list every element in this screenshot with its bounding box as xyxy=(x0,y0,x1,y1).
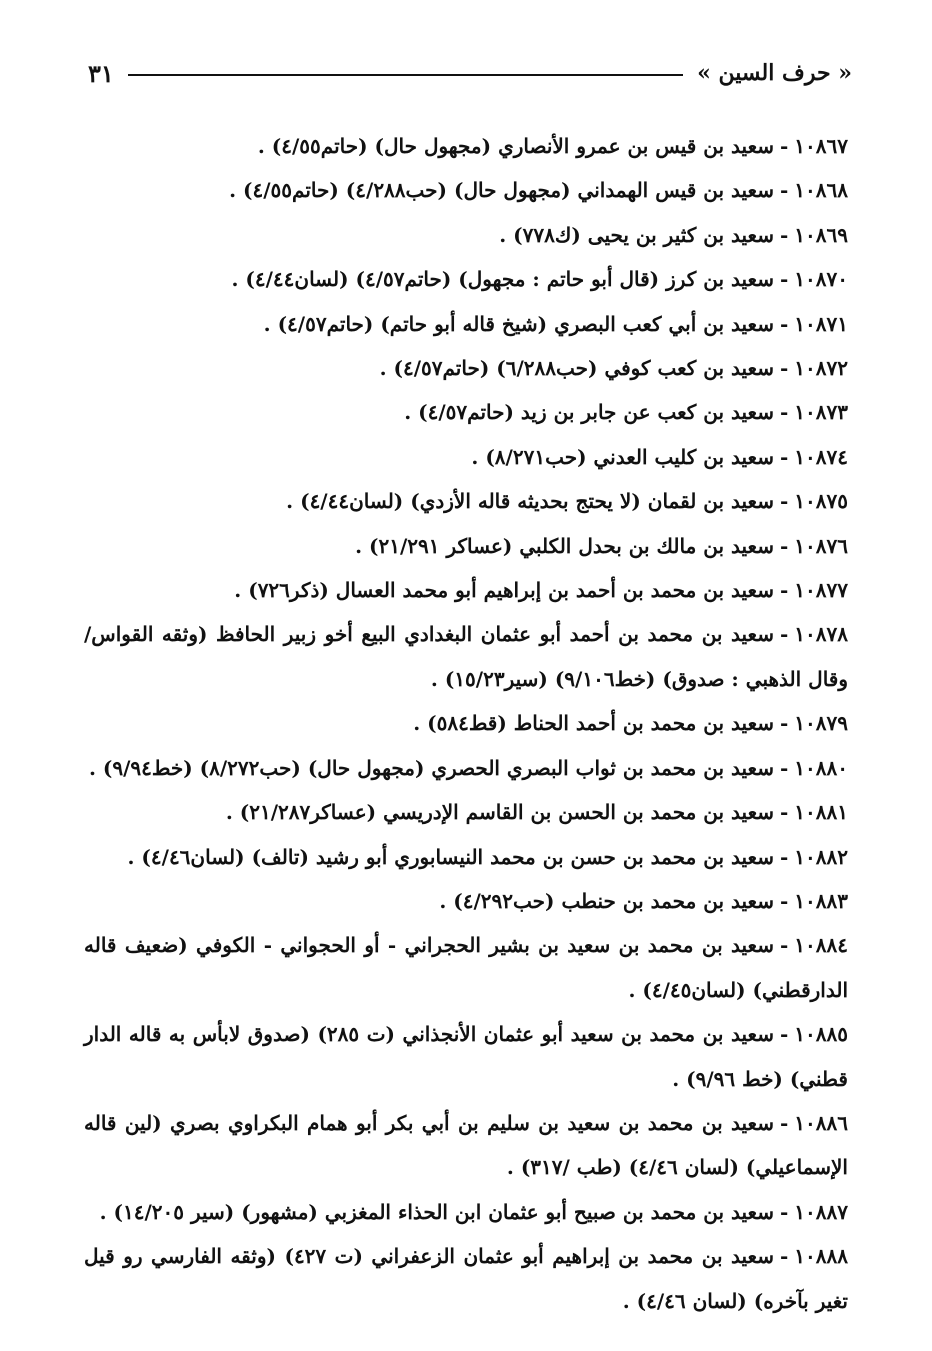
list-item xyxy=(84,479,848,523)
entry-text: سعيد بن محمد بن سعيد بن بشير الحجراني - أو الحجواني - الكوفي (ضعيف قاله xyxy=(84,933,774,958)
entry-number: ١٠٨٨٧ xyxy=(794,1199,848,1224)
list-item xyxy=(84,302,848,346)
list-item xyxy=(84,790,848,834)
entry-text: سعيد بن محمد بن أحمد الحناط (قط٥٨٤) . xyxy=(413,711,774,736)
list-item xyxy=(84,390,848,434)
entry-continuation: الذهبي : صدوق) (خط٩/١٠٦) (سير١٥/٢٣) . xyxy=(430,666,802,691)
entry-text: سعيد بن محمد بن سعيد أبو عثمان الأنجذاني (ت ٢٨٥) (صدوق لابأس به قاله xyxy=(128,1022,774,1047)
entry-number: ١٠٨٧٧ xyxy=(794,578,848,603)
entry-separator: - xyxy=(779,444,789,469)
entry-text: سعيد بن أبي كعب البصري (شيخ قاله أبو حاتم) (حاتم٤/٥٧) . xyxy=(263,311,774,336)
page-header xyxy=(88,56,852,90)
entry-text: سعيد بن كعب عن جابر بن زيد (حاتم٤/٥٧) . xyxy=(404,400,774,425)
entry-text: سعيد بن محمد بن حنطب (حب٤/٢٩٢) . xyxy=(439,888,774,913)
entry-text: سعيد بن محمد بن سعيد بن سليم بن أبي بكر أبو همام البكراوي بصري (لين قاله xyxy=(84,1110,774,1135)
entry-list xyxy=(84,124,848,1323)
entry-separator: - xyxy=(779,578,789,603)
entry-continuation: بآخره) (لسان ٤/٤٦) . xyxy=(622,1288,809,1313)
list-item xyxy=(84,746,848,790)
entry-number: ١٠٨٧٢ xyxy=(794,356,848,381)
entry-number: ١٠٨٧٠ xyxy=(794,267,848,292)
list-item xyxy=(84,257,848,301)
entry-number: ١٠٨٨٣ xyxy=(794,888,848,913)
entry-number: ١٠٨٧٥ xyxy=(794,489,848,514)
list-item xyxy=(84,1190,848,1234)
entry-separator: - xyxy=(779,134,789,158)
entry-number: ١٠٨٦٩ xyxy=(794,222,848,247)
list-item xyxy=(84,524,848,568)
list-item xyxy=(84,879,848,923)
list-item xyxy=(84,612,848,701)
entry-separator: - xyxy=(779,711,789,736)
list-item xyxy=(84,1234,848,1323)
entry-separator: - xyxy=(779,844,789,869)
entry-number: ١٠٨٦٨ xyxy=(794,178,848,203)
list-item xyxy=(84,1101,848,1190)
entry-separator: - xyxy=(779,356,789,381)
entry-separator: - xyxy=(779,533,789,558)
entry-number: ١٠٨٧٨ xyxy=(794,622,848,647)
entry-text: سعيد بن قيس الهمداني (مجهول حال) (حب٤/٢٨٨) (حاتم٤/٥٥) . xyxy=(229,178,774,203)
entry-separator: - xyxy=(779,267,789,292)
entry-text: سعيد بن كليب العدني (حب٨/٢٧١) . xyxy=(471,444,774,469)
list-item xyxy=(84,701,848,745)
entry-separator: - xyxy=(779,178,789,203)
list-item xyxy=(84,435,848,479)
entry-separator: - xyxy=(779,755,789,780)
list-item xyxy=(84,168,848,212)
entry-number: ١٠٨٧٦ xyxy=(794,533,848,558)
entry-separator: - xyxy=(779,800,789,825)
entry-separator: - xyxy=(779,622,789,647)
list-item xyxy=(84,346,848,390)
entry-number: ١٠٨٧٣ xyxy=(794,400,848,425)
entry-text: سعيد بن محمد بن الحسن بن القاسم الإدريسي (عساكر٢١/٢٨٧) . xyxy=(225,800,774,825)
entry-number: ١٠٨٨٦ xyxy=(794,1110,848,1135)
list-item xyxy=(84,568,848,612)
entry-number: ١٠٨٧٤ xyxy=(794,444,848,469)
page-number: ٣١ xyxy=(88,58,114,88)
entry-separator: - xyxy=(779,1244,789,1269)
entry-number: ١٠٨٨٨ xyxy=(794,1244,848,1269)
list-item xyxy=(84,923,848,1012)
header-rule xyxy=(128,74,683,76)
entry-separator: - xyxy=(779,933,789,958)
entry-continuation: الدارقطني) (لسان٤/٤٥) . xyxy=(628,977,848,1002)
entry-separator: - xyxy=(779,888,789,913)
entry-text: سعيد بن لقمان (لا يحتج بحديثه قاله الأزدي) (لسان٤/٤٤) . xyxy=(286,489,774,514)
entry-text: سعيد بن قيس بن عمرو الأنصاري (مجهول حال) (حاتم٤/٥٥) . xyxy=(257,134,774,158)
entry-separator: - xyxy=(779,1199,789,1224)
entry-separator: - xyxy=(779,489,789,514)
list-item xyxy=(84,835,848,879)
entry-separator: - xyxy=(779,400,789,425)
entry-separator: - xyxy=(779,311,789,336)
entry-text: سعيد بن محمد بن ثواب البصري الحصري (مجهول حال) (حب٨/٢٧٢) (خط٩/٩٤) . xyxy=(88,755,774,780)
entry-separator: - xyxy=(779,1022,789,1047)
entry-number: ١٠٨٨٠ xyxy=(794,755,848,780)
entry-text: سعيد بن كعب كوفي (حب٦/٢٨٨) (حاتم٤/٥٧) . xyxy=(379,356,774,381)
entry-number: ١٠٨٨٢ xyxy=(794,844,848,869)
entry-continuation: الدار قطني) (خط ٩/٩٦) . xyxy=(84,1022,848,1091)
list-item xyxy=(84,124,848,168)
entry-text: سعيد بن محمد بن أحمد أبو عثمان البغدادي البيع أخو زبير الحافظ (وثقه القواس/ وقال xyxy=(84,622,848,691)
entry-text: سعيد بن محمد بن أحمد بن إبراهيم أبو محمد العسال (ذكر٧٢٦) . xyxy=(234,578,774,603)
entry-text: سعيد بن مالك بن بحدل الكلبي (عساكر ٢١/٢٩١) . xyxy=(355,533,774,558)
entry-continuation: الإسماعيلي) (لسان ٤/٤٦) (طب /٣١٧) . xyxy=(506,1155,848,1180)
list-item xyxy=(84,1012,848,1101)
entry-separator: - xyxy=(779,1110,789,1135)
list-item xyxy=(84,213,848,257)
entry-text: سعيد بن كثير بن يحيى (ك٧٧٨) . xyxy=(499,222,774,247)
chapter-title: « حرف السين » xyxy=(697,60,852,86)
entry-number: ١٠٨٨٥ xyxy=(794,1022,848,1047)
entry-number: ١٠٨٦٧ xyxy=(794,134,848,158)
entry-number: ١٠٨٨٤ xyxy=(794,933,848,958)
entry-number: ١٠٨٨١ xyxy=(794,800,848,825)
entry-number: ١٠٨٧١ xyxy=(794,311,848,336)
entry-text: سعيد بن محمد بن صبيح أبو عثمان ابن الحذاء المغزبي (مشهور) (سير ١٤/٢٠٥) . xyxy=(99,1199,774,1224)
entry-number: ١٠٨٧٩ xyxy=(794,711,848,736)
entry-text: سعيد بن كرز (قال أبو حاتم : مجهول) (حاتم٤/٥٧) (لسان٤/٤٤) . xyxy=(231,267,774,292)
entry-separator: - xyxy=(779,222,789,247)
entry-text: سعيد بن محمد بن حسن بن محمد النيسابوري أبو رشيد (تالف) (لسان٤/٤٦) . xyxy=(127,844,774,869)
entry-text: سعيد بن محمد بن إبراهيم أبو عثمان الزعفراني (ت ٤٢٧) (وثقه الفارسي رو قيل تغير xyxy=(84,1244,848,1313)
